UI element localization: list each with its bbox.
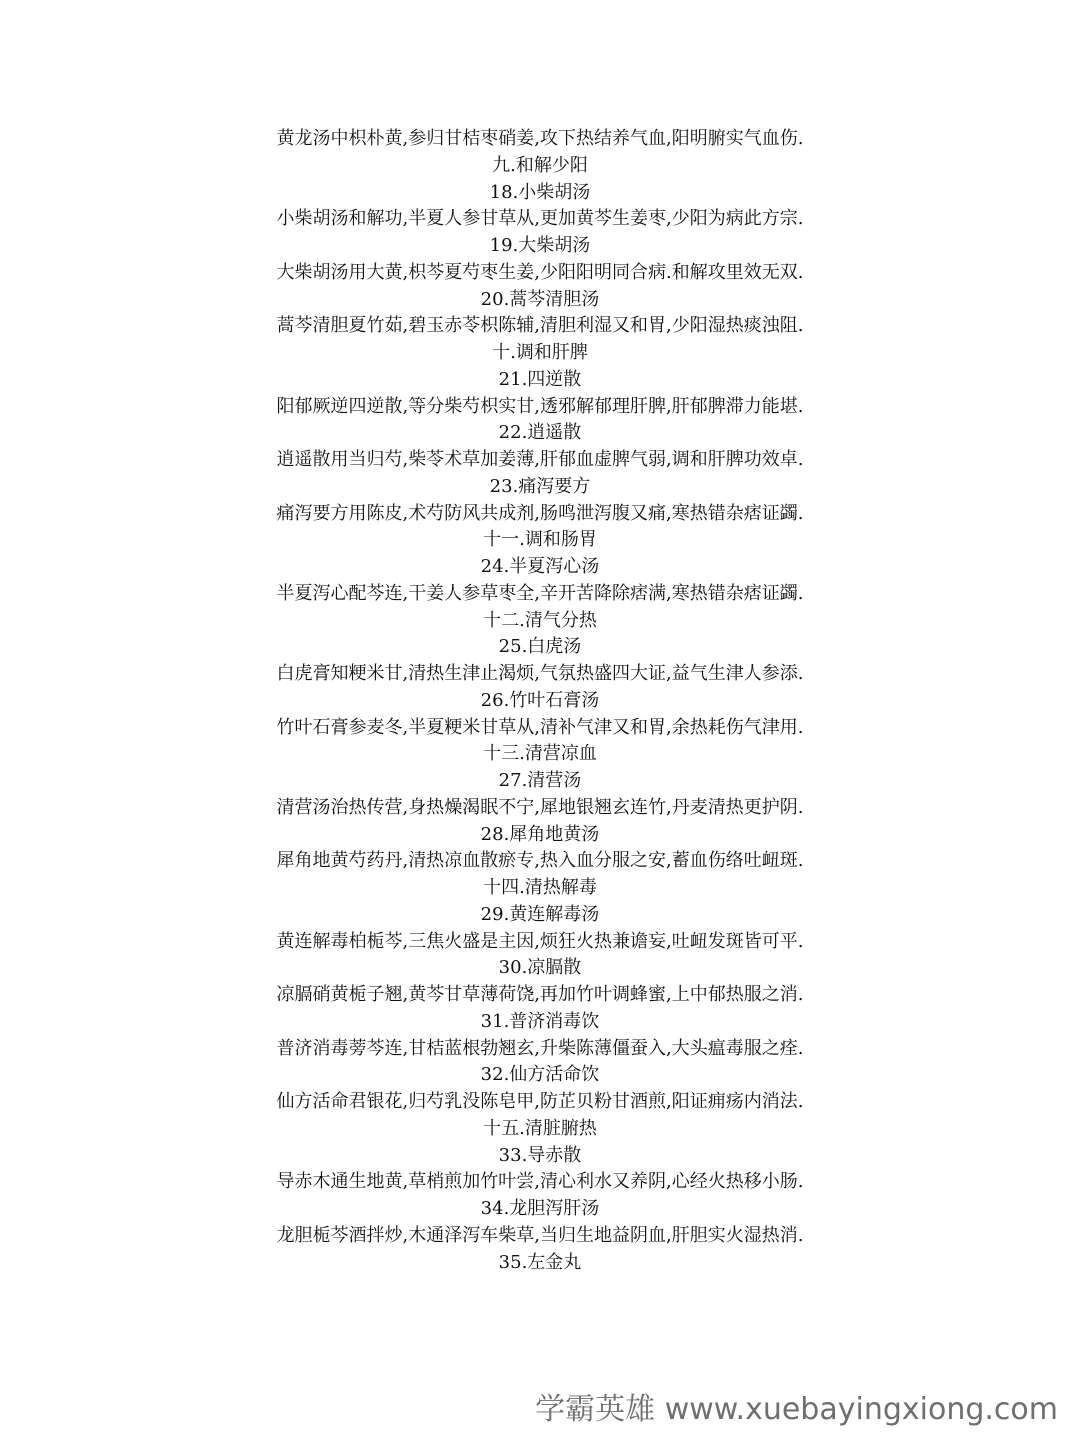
- section-heading: 十三.清营凉血: [483, 743, 597, 765]
- formula-title: 18.小柴胡汤: [489, 181, 591, 203]
- formula-title: 26.竹叶石膏汤: [480, 689, 600, 711]
- section-heading: 十五.清脏腑热: [483, 1117, 597, 1139]
- formula-title: 25.白虎汤: [498, 636, 582, 658]
- verse-line: 仙方活命君银花,归芍乳没陈皂甲,防芷贝粉甘酒煎,阳证痈疡内消法.: [276, 1091, 804, 1112]
- verse-line: 白虎膏知粳米甘,清热生津止渴烦,气氛热盛四大证,益气生津人参添.: [276, 663, 804, 684]
- section-heading: 十.调和肝脾: [492, 342, 588, 363]
- formula-title: 29.黄连解毒汤: [480, 903, 600, 925]
- document-body: [0, 126, 1080, 1276]
- verse-line: 小柴胡汤和解功,半夏人参甘草从,更加黄芩生姜枣,少阳为病此方宗.: [276, 208, 804, 230]
- verse-line: 逍遥散用当归芍,柴苓术草加姜薄,肝郁血虚脾气弱,调和肝脾功效卓.: [276, 449, 804, 470]
- verse-line: 黄龙汤中枳朴黄,参归甘桔枣硝姜,攻下热结养气血,阳明腑实气血伤.: [276, 128, 804, 149]
- verse-line: 导赤木通生地黄,草梢煎加竹叶尝,清心利水又养阴,心经火热移小肠.: [276, 1171, 804, 1193]
- section-heading: 十四.清热解毒: [483, 877, 597, 898]
- verse-line: 痛泻要方用陈皮,术芍防风共成剂,肠鸣泄泻腹又痛,寒热错杂痞证蠲.: [276, 502, 804, 524]
- formula-title: 27.清营汤: [498, 770, 582, 791]
- formula-title: 33.导赤散: [498, 1144, 582, 1166]
- formula-title: 30.凉膈散: [498, 957, 582, 979]
- formula-title: 35.左金丸: [498, 1251, 582, 1273]
- verse-line: 普济消毒蒡芩连,甘桔蓝根勃翘玄,升柴陈薄僵蚕入,大头瘟毒服之痊.: [276, 1037, 804, 1059]
- verse-line: 大柴胡汤用大黄,枳芩夏芍枣生姜,少阳阳明同合病.和解攻里效无双.: [276, 261, 804, 283]
- formula-title: 19.大柴胡汤: [489, 235, 591, 256]
- verse-line: 竹叶石膏参麦冬,半夏粳米甘草从,清补气津又和胃,余热耗伤气津用.: [276, 716, 804, 738]
- formula-title: 22.逍遥散: [498, 422, 582, 444]
- verse-line: 阳郁厥逆四逆散,等分柴芍枳实甘,透邪解郁理肝脾,肝郁脾滞力能堪.: [276, 395, 804, 417]
- section-heading: 十二.清气分热: [483, 609, 597, 631]
- formula-title: 34.龙胆泻肝汤: [480, 1198, 600, 1219]
- verse-line: 犀角地黄芍药丹,清热凉血散瘀专,热入血分服之安,蓄血伤络吐衄斑.: [276, 850, 804, 872]
- section-heading: 九.和解少阳: [492, 154, 588, 176]
- formula-title: 24.半夏泻心汤: [480, 556, 600, 577]
- formula-title: 21.四逆散: [498, 368, 582, 390]
- formula-title: 23.痛泻要方: [489, 475, 591, 497]
- formula-title: 31.普济消毒饮: [480, 1010, 600, 1032]
- formula-title: 28.犀角地黄汤: [480, 823, 600, 845]
- verse-line: 黄连解毒柏栀芩,三焦火盛是主因,烦狂火热兼谵妄,吐衄发斑皆可平.: [276, 930, 804, 952]
- verse-line: 凉膈硝黄栀子翘,黄芩甘草薄荷饶,再加竹叶调蜂蜜,上中郁热服之消.: [276, 984, 804, 1005]
- verse-line: 清营汤治热传营,身热燥渴眠不宁,犀地银翘玄连竹,丹麦清热更护阴.: [276, 796, 804, 818]
- watermark: 学霸英雄 www.xuebayingxiong.com: [535, 1392, 1058, 1427]
- formula-title: 20.蒿芩清胆汤: [480, 288, 600, 310]
- verse-line: 半夏泻心配芩连,干姜人参草枣全,辛开苦降除痞满,寒热错杂痞证蠲.: [276, 582, 804, 604]
- verse-line: 龙胆栀芩酒拌炒,木通泽泻车柴草,当归生地益阴血,肝胆实火湿热消.: [276, 1224, 804, 1246]
- section-heading: 十一.调和肠胃: [483, 529, 597, 551]
- formula-title: 32.仙方活命饮: [480, 1064, 600, 1086]
- verse-line: 蒿芩清胆夏竹茹,碧玉赤苓枳陈辅,清胆利湿又和胃,少阳湿热痰浊阻.: [276, 315, 804, 337]
